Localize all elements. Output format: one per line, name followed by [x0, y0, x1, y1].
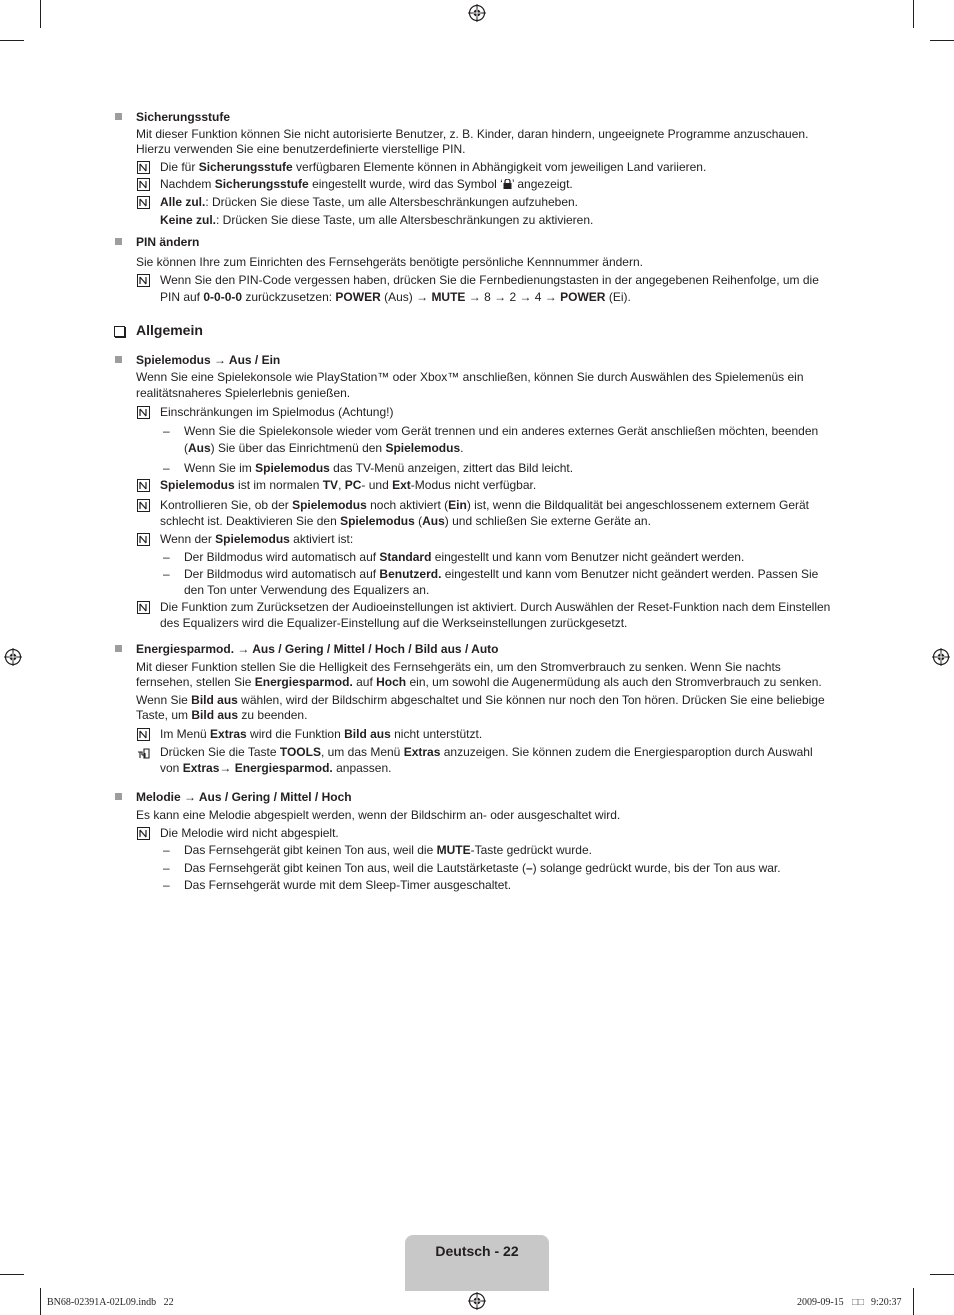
crop-mark	[913, 1288, 914, 1315]
dash-item-text: Das Fernsehgerät gibt keinen Ton aus, weil die Lautstärketaste (–) solange gedrückt wurde, bis der Ton aus war.	[184, 861, 781, 875]
crop-mark	[930, 1274, 954, 1275]
note-icon	[137, 406, 150, 419]
note-icon	[137, 499, 150, 512]
note-text: Die Funktion zum Zurücksetzen der Audioeinstellungen ist aktiviert. Durch Auswählen der Reset-Funktion nach dem Einstellen	[160, 600, 831, 614]
note-icon	[137, 196, 150, 209]
square-bullet-icon	[115, 238, 122, 245]
section-heading: Spielemodus → Aus / Ein	[136, 353, 281, 367]
note-text: Wenn Sie den PIN-Code vergessen haben, drücken Sie die Fernbedienungstasten in der angegebenen Reihenfolge, um die	[160, 273, 819, 287]
note-text: PIN auf 0-0-0-0 zurückzusetzen: POWER (Aus) → MUTE → 8 → 2 → 4 → POWER (Ei).	[160, 290, 631, 304]
section-title: Allgemein	[136, 322, 203, 338]
note-text: Spielemodus ist im normalen TV, PC- und Ext-Modus nicht verfügbar.	[160, 478, 537, 492]
description-line: Sie können Ihre zum Einrichten des Fernsehgeräts benötigte persönliche Kennnummer ändern.	[136, 255, 643, 269]
dash-bullet: –	[163, 843, 170, 857]
square-bullet-icon	[115, 356, 122, 363]
note-icon	[137, 274, 150, 287]
section-heading: Melodie → Aus / Gering / Mittel / Hoch	[136, 790, 352, 804]
section-heading: PIN ändern	[136, 235, 200, 249]
dash-bullet: –	[163, 550, 170, 564]
dash-item-text: Das Fernsehgerät wurde mit dem Sleep-Timer ausgeschaltet.	[184, 878, 512, 892]
note-icon	[137, 533, 150, 546]
square-bullet-icon	[115, 113, 122, 120]
square-bullet-icon	[115, 645, 122, 652]
crop-mark	[40, 0, 41, 28]
dash-bullet: –	[163, 424, 170, 438]
note-icon	[137, 728, 150, 741]
crop-mark	[0, 40, 24, 41]
dash-bullet: –	[163, 861, 170, 875]
dash-item-text: Das Fernsehgerät gibt keinen Ton aus, weil die MUTE-Taste gedrückt wurde.	[184, 843, 592, 857]
print-boxes: □□	[852, 1297, 865, 1308]
section-heading: Energiesparmod. → Aus / Gering / Mittel / Hoch / Bild aus / Auto	[136, 642, 499, 656]
print-time: 9:20:37	[871, 1297, 902, 1308]
note-text: schlecht ist. Deaktivieren Sie den Spielemodus (Aus) und schließen Sie externe Geräte an.	[160, 514, 651, 528]
description-line: Mit dieser Funktion stellen Sie die Helligkeit des Fernsehgeräts ein, um den Stromverbrauch zu senken. Wenn Sie nachts	[136, 660, 781, 674]
note-text: Die für Sicherungsstufe verfügbaren Elemente können in Abhängigkeit vom jeweiligen Land variieren.	[160, 160, 707, 174]
tools-icon	[137, 746, 150, 759]
dash-item-text: Der Bildmodus wird automatisch auf Standard eingestellt und kann vom Benutzer nicht geändert werden.	[184, 550, 745, 564]
registration-mark-icon	[4, 648, 22, 666]
description-line: realitätsnaheres Spielerlebnis genießen.	[136, 386, 351, 400]
crop-mark	[40, 1288, 41, 1315]
page-number: Deutsch - 22	[435, 1243, 519, 1259]
note-text: Nachdem Sicherungsstufe eingestellt wurde, wird das Symbol ‘ ’ angezeigt.	[160, 177, 573, 191]
tools-text: Drücken Sie die Taste TOOLS, um das Menü Extras anzuzeigen. Sie können zudem die Energiesparoption durch Auswahl	[160, 745, 813, 759]
note-icon	[137, 601, 150, 614]
square-bullet-icon	[115, 793, 122, 800]
note-text: Im Menü Extras wird die Funktion Bild aus nicht unterstützt.	[160, 727, 483, 741]
note-text: Wenn der Spielemodus aktiviert ist:	[160, 532, 354, 546]
note-text: Einschränkungen im Spielmodus (Achtung!)	[160, 405, 394, 419]
description-line: Wenn Sie Bild aus wählen, wird der Bildschirm abgeschaltet und Sie können nur noch den Ton hören. Drücken Sie eine beliebige	[136, 693, 825, 707]
dash-bullet: –	[163, 878, 170, 892]
section-heading: Sicherungsstufe	[136, 110, 231, 124]
note-text: Keine zul.: Drücken Sie diese Taste, um alle Altersbeschränkungen zu aktivieren.	[160, 213, 594, 227]
note-icon	[137, 479, 150, 492]
description-line: Hierzu verwenden Sie eine benutzerdefinierte vierstellige PIN.	[136, 142, 466, 156]
note-icon	[137, 161, 150, 174]
registration-mark-icon	[932, 648, 950, 666]
description-line: Mit dieser Funktion können Sie nicht autorisierte Benutzer, z. B. Kinder, daran hindern, ungeeignete Programme anzuschauen.	[136, 127, 809, 141]
description-line: fernsehen, stellen Sie Energiesparmod. auf Hoch ein, um sowohl die Augenermüdung als auch den Stromverbrauch zu senken.	[136, 675, 822, 689]
crop-mark	[930, 40, 954, 41]
registration-mark-icon	[468, 1292, 486, 1310]
print-date: 2009-09-15	[797, 1297, 844, 1308]
checkbox-bullet-icon	[114, 326, 125, 337]
registration-mark-icon	[468, 4, 486, 22]
dash-item-text: den Ton unter Verwendung des Equalizers an.	[184, 583, 430, 597]
dash-item-text: Wenn Sie die Spielekonsole wieder vom Gerät trennen und ein anderes externes Gerät anschließen möchten, beenden	[184, 424, 819, 438]
description-line: Es kann eine Melodie abgespielt werden, wenn der Bildschirm an- oder ausgeschaltet wird.	[136, 808, 621, 822]
lock-icon	[503, 179, 512, 189]
note-icon	[137, 178, 150, 191]
dash-bullet: –	[163, 567, 170, 581]
note-icon	[137, 827, 150, 840]
note-text: Alle zul.: Drücken Sie diese Taste, um alle Altersbeschränkungen aufzuheben.	[160, 195, 579, 209]
note-text: des Equalizers wird die Equalizer-Einstellung auf die Werkseinstellungen zurückgesetzt.	[160, 616, 628, 630]
crop-mark	[913, 0, 914, 28]
description-line: Taste, um Bild aus zu beenden.	[136, 708, 308, 722]
print-file-info: BN68-02391A-02L09.indb 22	[47, 1297, 174, 1308]
dash-bullet: –	[163, 461, 170, 475]
description-line: Wenn Sie eine Spielekonsole wie PlayStation™ oder Xbox™ anschließen, können Sie durch Auswählen des Spielemenüs ein	[136, 370, 804, 384]
dash-item-text: (Aus) Sie über das Einrichtmenü den Spielemodus.	[184, 441, 464, 455]
crop-mark	[0, 1274, 24, 1275]
note-text: Kontrollieren Sie, ob der Spielemodus noch aktiviert (Ein) ist, wenn die Bildqualität bei angeschlossenem externem Gerät	[160, 498, 809, 512]
tools-text: von Extras→ Energiesparmod. anpassen.	[160, 761, 392, 775]
note-text: Die Melodie wird nicht abgespielt.	[160, 826, 339, 840]
dash-item-text: Der Bildmodus wird automatisch auf Benutzerd. eingestellt und kann vom Benutzer nicht geändert werden. Passen Sie	[184, 567, 819, 581]
dash-item-text: Wenn Sie im Spielemodus das TV-Menü anzeigen, zittert das Bild leicht.	[184, 461, 574, 475]
